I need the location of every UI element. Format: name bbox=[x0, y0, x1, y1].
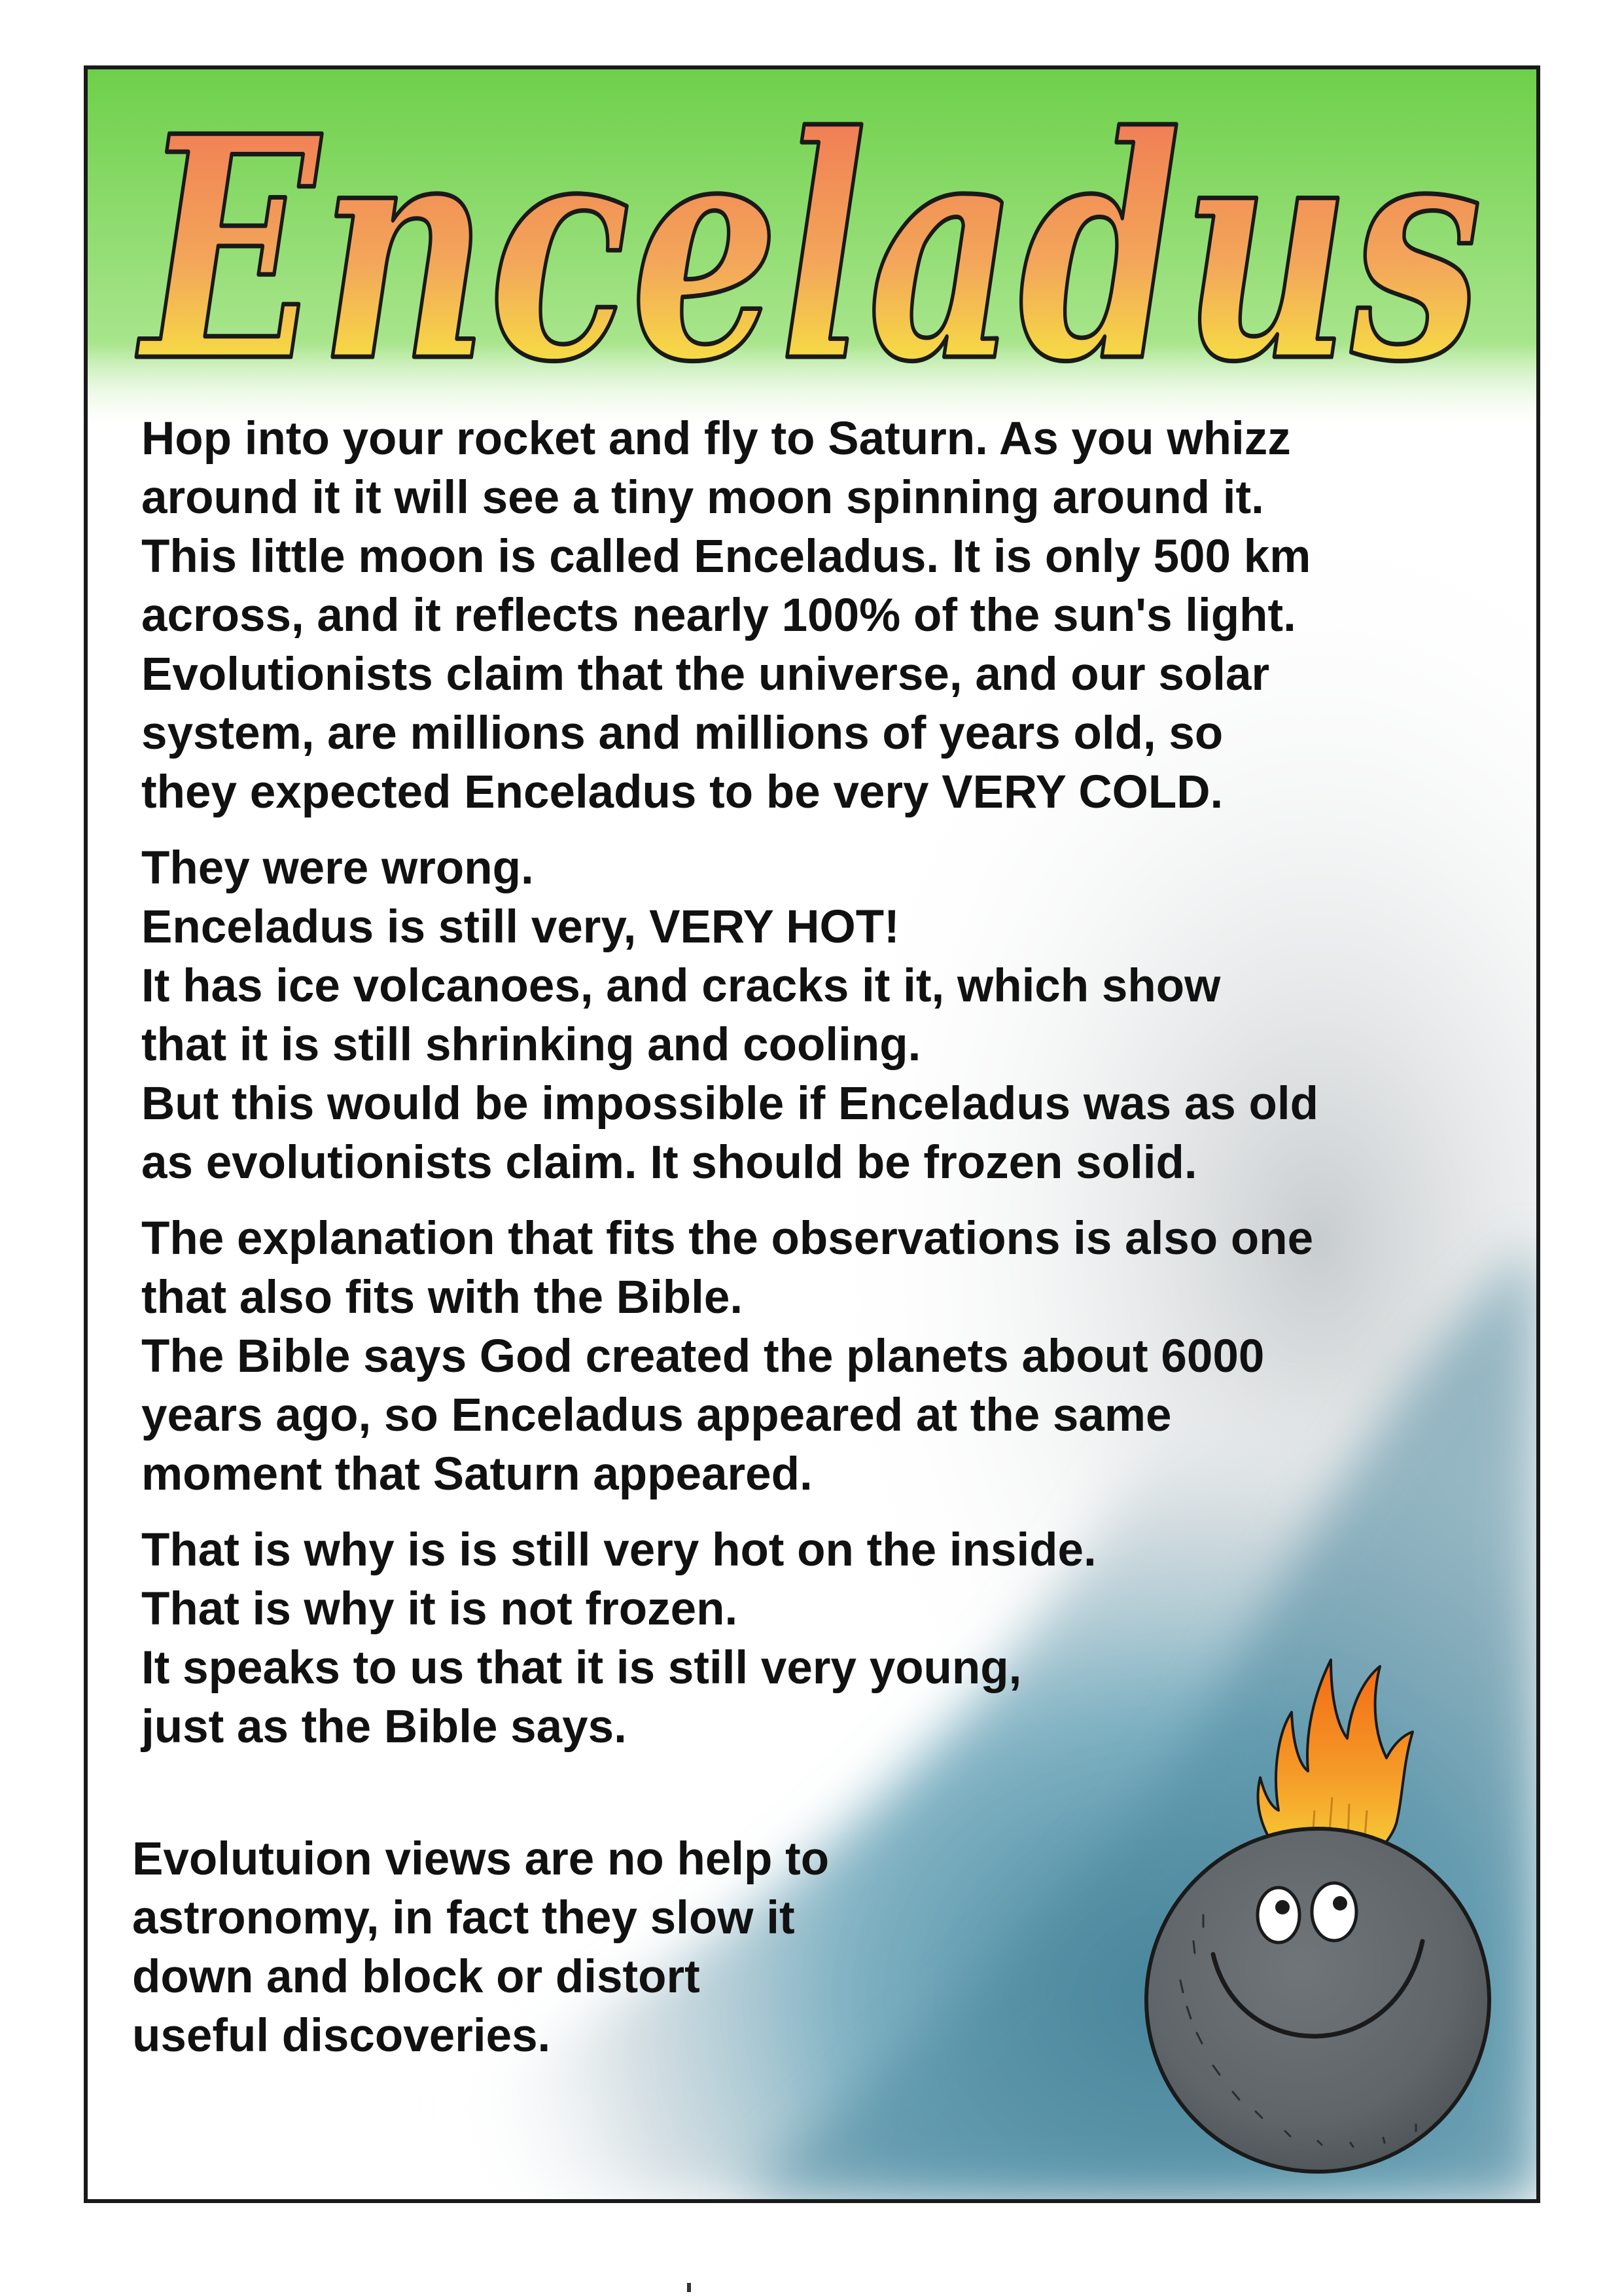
text-line: Hop into your rocket and fly to Saturn. As you whizz bbox=[141, 413, 1291, 465]
text-line: Evolutionists claim that the universe, and our solar bbox=[141, 649, 1270, 700]
smiling-moon-with-flame-icon bbox=[1089, 1614, 1540, 2190]
text-line: But this would be impossible if Enceladus was as old bbox=[141, 1078, 1318, 1130]
text-line: useful discoveries. bbox=[132, 2010, 551, 2062]
text-line: as evolutionists claim. It should be frozen solid. bbox=[141, 1137, 1197, 1189]
text-line: It speaks to us that it is still very young, bbox=[141, 1642, 1022, 1694]
text-line: they expected Enceladus to be very VERY COLD. bbox=[141, 766, 1224, 818]
text-line: astronomy, in fact they slow it bbox=[132, 1892, 795, 1944]
text-line: That is why is is still very hot on the inside. bbox=[141, 1524, 1097, 1576]
text-line: across, and it reflects nearly 100% of the sun's light. bbox=[141, 590, 1296, 641]
text-line: that also fits with the Bible. bbox=[141, 1272, 743, 1323]
text-line: system, are millions and millions of years old, so bbox=[141, 708, 1224, 759]
text-line: just as the Bible says. bbox=[141, 1701, 627, 1753]
text-line: The explanation that fits the observations is also one bbox=[141, 1213, 1314, 1265]
text-line: This little moon is called Enceladus. It is only 500 km bbox=[141, 531, 1311, 583]
paragraph-intro bbox=[141, 410, 1515, 822]
text-line: That is why it is not frozen. bbox=[141, 1583, 738, 1635]
text-line: The Bible says God created the planets about 6000 bbox=[141, 1331, 1265, 1382]
moon-body bbox=[1146, 1829, 1489, 2172]
text-line: It has ice volcanoes, and cracks it it, which show bbox=[141, 960, 1221, 1012]
text-line: years ago, so Enceladus appeared at the same bbox=[141, 1390, 1172, 1441]
page-frame bbox=[84, 65, 1540, 2203]
paragraph-wrong bbox=[141, 839, 1515, 1193]
text-line: Evolutuion views are no help to bbox=[132, 1833, 830, 1885]
text-line: around it it will see a tiny moon spinning around it. bbox=[141, 472, 1264, 524]
text-line: down and block or distort bbox=[132, 1951, 700, 2003]
page-mark bbox=[687, 2283, 691, 2292]
text-line: that it is still shrinking and cooling. bbox=[141, 1019, 921, 1071]
body-text bbox=[141, 410, 1515, 1774]
page-title bbox=[88, 69, 1536, 410]
text-line: Enceladus is still very, VERY HOT! bbox=[141, 901, 900, 953]
closing-paragraph bbox=[132, 1830, 829, 2066]
paragraph-explanation bbox=[141, 1210, 1515, 1504]
title-text: Enceladus bbox=[134, 70, 1483, 410]
text-line: moment that Saturn appeared. bbox=[141, 1448, 813, 1500]
text-line: They were wrong. bbox=[141, 842, 534, 894]
